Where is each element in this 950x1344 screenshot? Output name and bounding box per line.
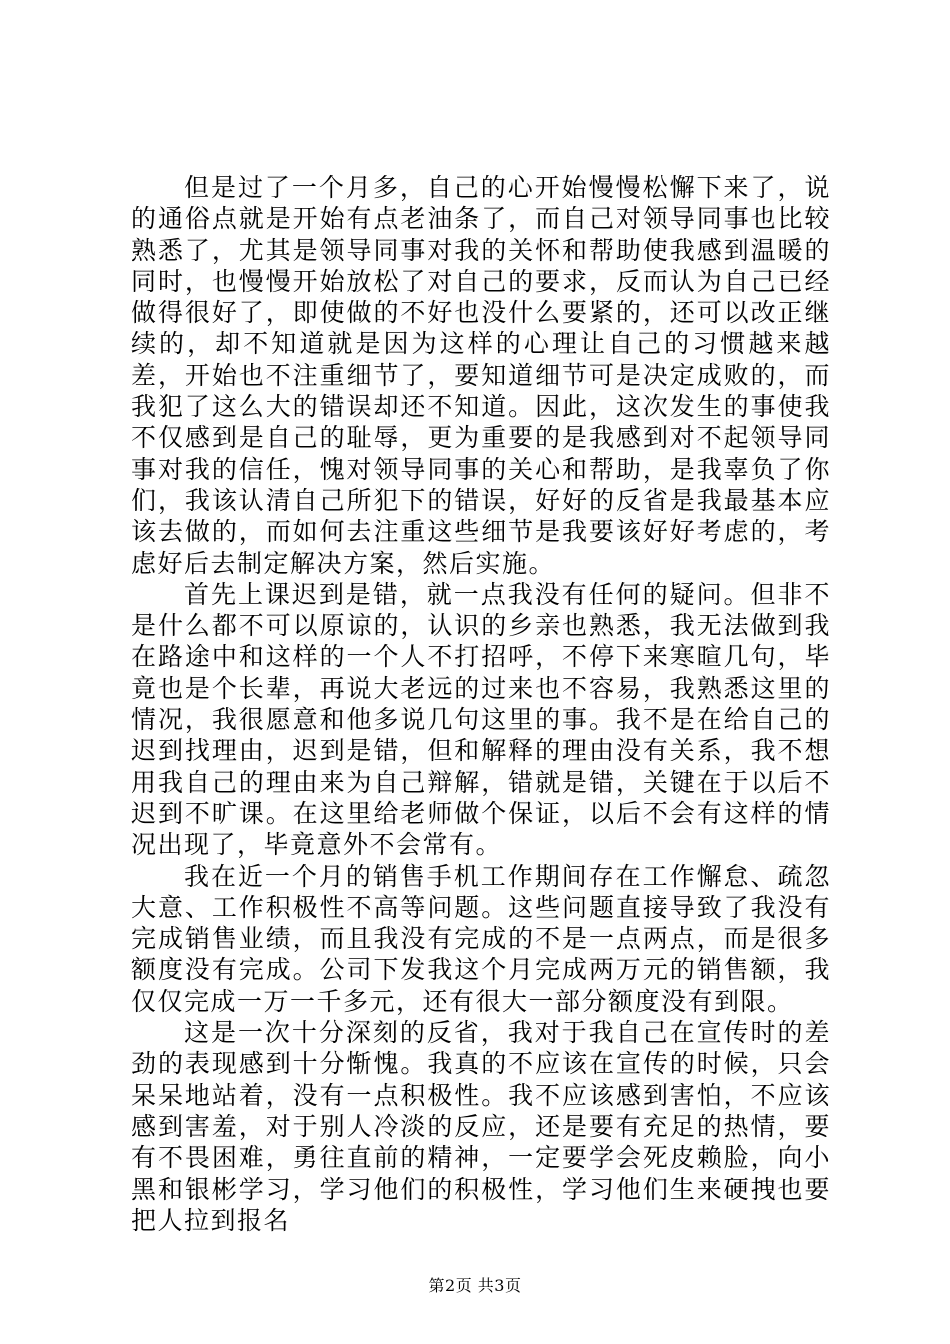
document-body (131, 172, 831, 1236)
paragraph: 我在近一个月的销售手机工作期间存在工作懈怠、疏忽大意、工作积极性不高等问题。这些问题直接导致了我没有完成销售业绩，而且我没有完成的不是一点两点，而是很多额度没有完成。公司下发我这个月完成两万元的销售额，我仅仅完成一万一千多元，还有很大一部分额度没有到限。 (131, 861, 831, 1016)
paragraph: 但是过了一个月多，自己的心开始慢慢松懈下来了，说的通俗点就是开始有点老油条了，而自己对领导同事也比较熟悉了，尤其是领导同事对我的关怀和帮助使我感到温暖的同时，也慢慢开始放松了对自己的要求，反而认为自己已经做得很好了，即使做的不好也没什么要紧的，还可以改正继续的，却不知道就是因为这样的心理让自己的习惯越来越差，开始也不注重细节了，要知道细节可是决定成败的，而我犯了这么大的错误却还不知道。因此，这次发生的事使我不仅感到是自己的耻辱，更为重要的是我感到对不起领导同事对我的信任，愧对领导同事的关心和帮助，是我辜负了你们，我该认清自己所犯下的错误，好好的反省是我最基本应该去做的，而如何去注重这些细节是我要该好好考虑的，考虑好后去制定解决方案，然后实施。 (131, 173, 831, 578)
paragraph: 这是一次十分深刻的反省，我对于我自己在宣传时的差劲的表现感到十分惭愧。我真的不应该在宣传的时候，只会呆呆地站着，没有一点积极性。我不应该感到害怕，不应该感到害羞，对于别人冷淡的反应，还是要有充足的热情，要有不畏困难，勇往直前的精神，一定要学会死皮赖脸，向小黑和银彬学习，学习他们的积极性，学习他们生来硬拽也要把人拉到报名 (131, 1018, 831, 1235)
page-footer: 第2页 共3页 (428, 1276, 522, 1295)
paragraph: 首先上课迟到是错，就一点我没有任何的疑问。但非不是什么都不可以原谅的，认识的乡亲也熟悉，我无法做到我在路途中和这样的一个人不打招呼，不停下来寒暄几句，毕竟也是个长辈，再说大老远的过来也不容易，我熟悉这里的情况，我很愿意和他多说几句这里的事。我不是在给自己的迟到找理由，迟到是错，但和解释的理由没有关系，我不想用我自己的理由来为自己辩解，错就是错，关键在于以后不迟到不旷课。在这里给老师做个保证，以后不会有这样的情况出现了，毕竟意外不会常有。 (131, 579, 831, 860)
